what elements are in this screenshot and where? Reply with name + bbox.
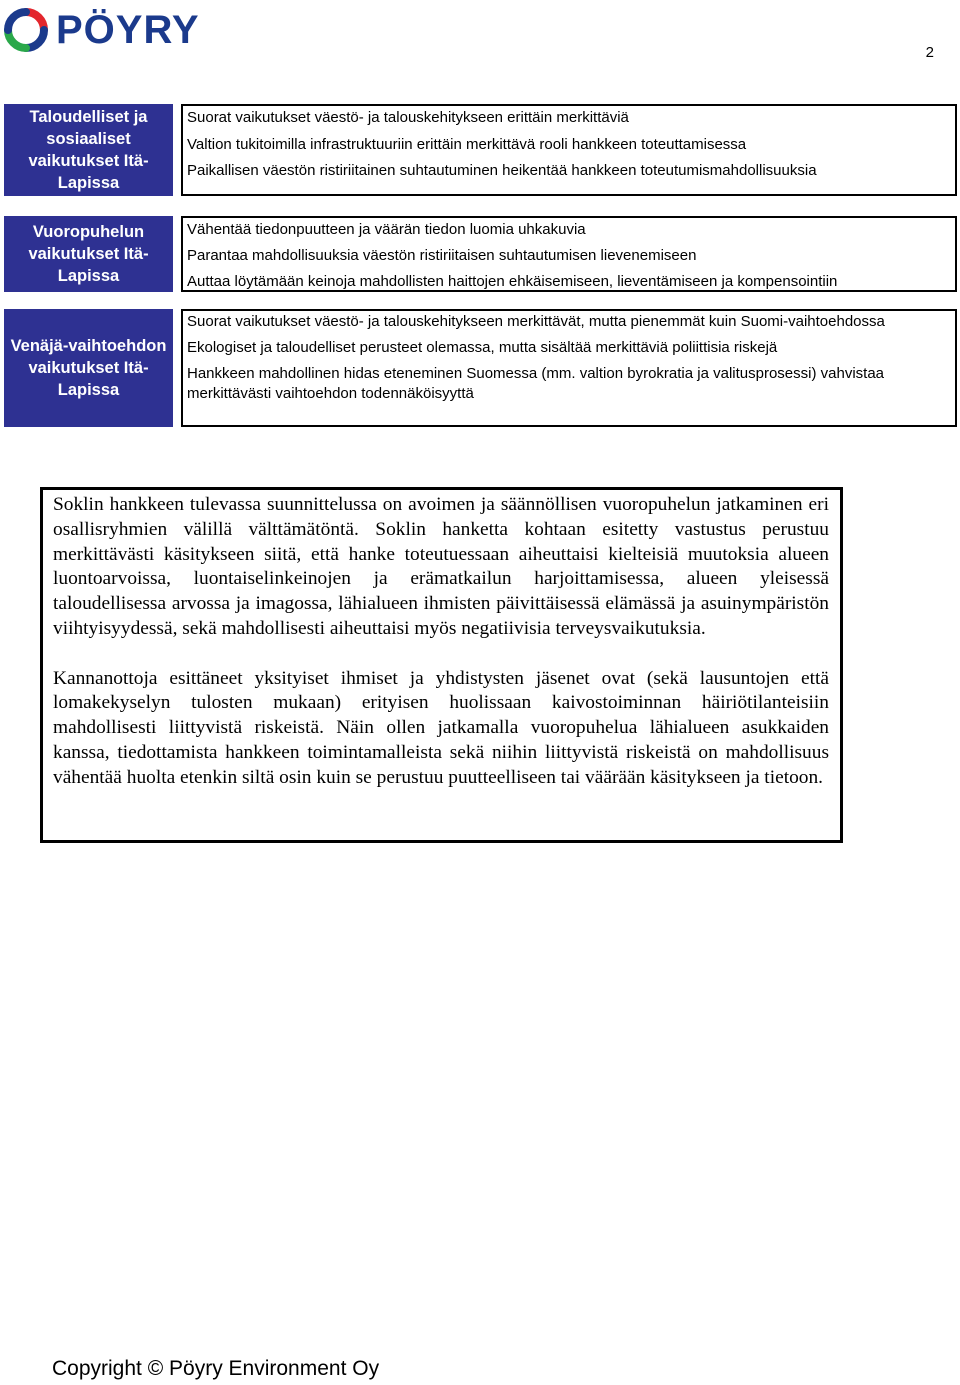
list-item: Auttaa löytämään keinoja mahdollisten haittojen ehkäisemiseen, lieventämiseen ja kompensointiin xyxy=(187,273,838,290)
list-item: Suorat vaikutukset väestö- ja talouskehitykseen erittäin merkittäviä xyxy=(187,109,629,126)
row-content xyxy=(181,216,957,292)
list-item: Paikallisen väestön ristiriitainen suhtautuminen heikentää hankkeen toteutumismahdollisuuksia xyxy=(187,162,817,179)
list-item: Parantaa mahdollisuuksia väestön ristiriitaisen suhtautumisen lievenemiseen xyxy=(187,247,697,264)
logo-text: PÖYRY xyxy=(56,8,200,52)
summary-row-russia xyxy=(4,309,957,427)
conclusion-text-box xyxy=(40,487,843,843)
list-item: Vähentää tiedonpuutteen ja väärän tiedon luomia uhkakuvia xyxy=(187,221,586,238)
list-item: Ekologiset ja taloudelliset perusteet olemassa, mutta sisältää merkittäviä poliittisia riskejä xyxy=(187,339,778,356)
page-number: 2 xyxy=(925,44,934,61)
row-content xyxy=(181,104,957,196)
list-item: Hankkeen mahdollinen hidas eteneminen Suomessa (mm. valtion byrokratia ja valitusprosessi) vahvistaa merkittävästi vaihtoehdon todennäköisyyttä xyxy=(187,365,885,402)
paragraph: Soklin hankkeen tulevassa suunnittelussa on avoimen ja säännöllisen vuoropuhelun jatkaminen eri osallisryhmien välillä välttämätöntä. Soklin hanketta kohtaan esitetty vastustus perustuu merkittävästi käsitykseen siitä, että hanke toteutuessaan aiheuttaisi kielteisiä muutoksia alueen luontoarvoissa, luontaiselinkeinojen ja erämatkailun harjoittamisessa, alueen yleisessä taloudellisessa arvossa ja imagossa, lähialueen ihmisten päivittäisessä elämässä ja asuinympäristön viihtyisyydessä, sekä mahdollisesti aiheuttaisi myös negatiivisia terveysvaikutuksia. xyxy=(53,494,829,639)
row-label: Taloudelliset ja sosiaaliset vaikutukset Itä-Lapissa xyxy=(4,104,173,196)
list-item: Valtion tukitoimilla infrastruktuuriin erittäin merkittävä rooli hankkeen toteuttamisessa xyxy=(187,135,747,153)
row-label: Venäjä-vaihtoehdon vaikutukset Itä-Lapissa xyxy=(4,309,173,427)
poyry-logo xyxy=(4,4,244,56)
paragraph: Kannanottoja esittäneet yksityiset ihmiset ja yhdistysten jäsenet ovat (sekä lausuntojen että lomakekyselyn tulosten mukaan) erityisen huolissaan kaivostoiminnan häiriötilanteisiin mahdollisesti liittyvistä riskeistä. Näin ollen jatkamalla vuoropuhelua lähialueen asukkaiden kanssa, tiedottamista hankkeen toimintamalleista sekä niihin liittyvistä riskeistä on mahdollisuus vähentää huolta etenkin siltä osin kuin se perustuu puutteelliseen tai väärään käsitykseen ja tietoon. xyxy=(53,667,829,788)
row-content xyxy=(181,309,957,427)
footer-copyright: Copyright © Pöyry Environment Oy xyxy=(52,1357,380,1380)
poyry-logo-icon xyxy=(4,8,48,52)
list-item: Suorat vaikutukset väestö- ja talouskehitykseen merkittävät, mutta pienemmät kuin Suomi-vaihtoehdossa xyxy=(187,313,885,330)
row-label: Vuoropuhelun vaikutukset Itä-Lapissa xyxy=(4,216,173,292)
summary-row-dialogue xyxy=(4,216,957,292)
summary-row-economic xyxy=(4,104,957,196)
